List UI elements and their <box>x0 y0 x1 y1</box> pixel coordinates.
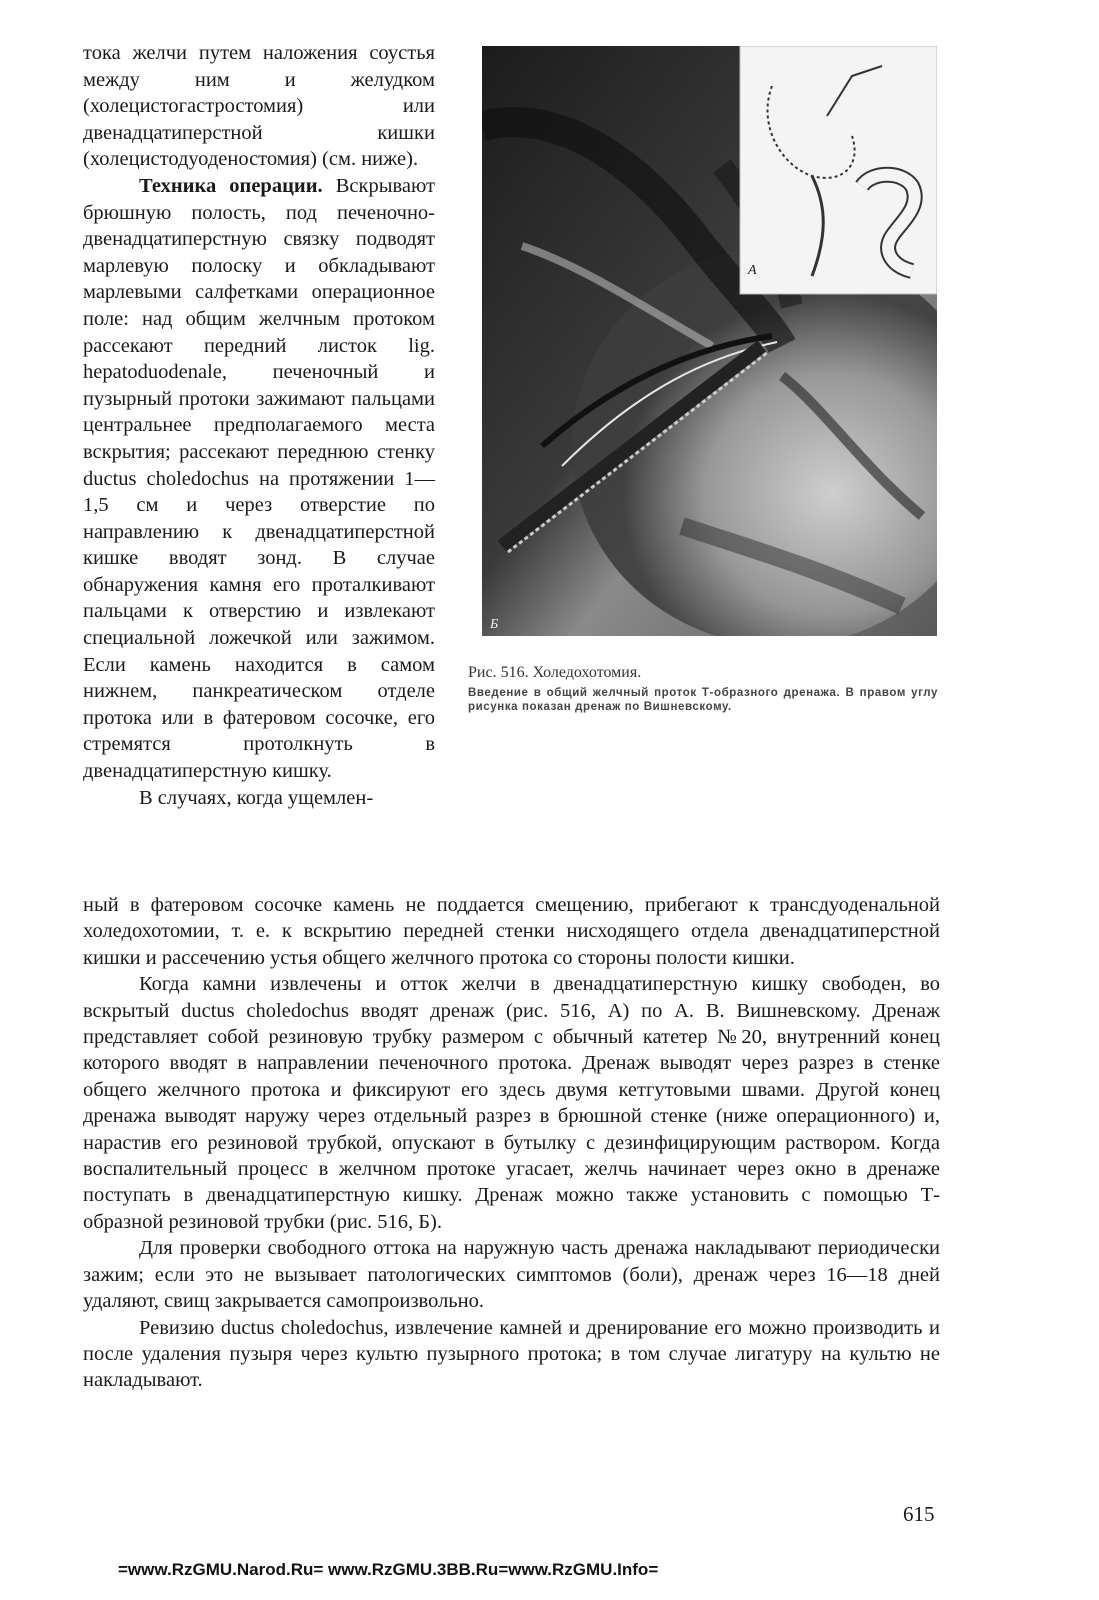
figure-caption <box>468 664 938 714</box>
paragraph: ный в фатеровом сосочке камень не поддается смещению, прибегают к трансдуоденальной холедохотомии, т. е. к вскрытию передней стенки нисходящего отдела двенадцатиперстной кишки и рассечению устья общего желчного протока со стороны полости кишки. <box>83 894 940 969</box>
full-width-text <box>83 892 940 1394</box>
caption-title: Рис. 516. Холедохотомия. <box>468 664 642 681</box>
paragraph-technique <box>83 173 435 785</box>
paragraph: Для проверки свободного оттока на наружную часть дренажа накладывают периодически зажим; если это не вызывает патологических симптомов (боли), дренаж через 16—18 дней удаляют, свищ закрывается самопроизвольно. <box>83 1237 940 1313</box>
paragraph: Ревизию ductus choledochus, извлечение камней и дренирование его можно производить и после удаления пузыря через культю пузырного протока; в том случае лигатуру на культю не накладывают. <box>83 1316 940 1392</box>
figure-label-a: А <box>748 263 757 278</box>
paragraph-body: Вскрывают брюшную полость, под печеночно-двенадцатиперстную связку подводят марлевую полоску и обкладывают марлевыми салфетками операционное поле: над общим желчным протоком рассекают передний листок lig. hepatoduodenale, печеночный и пузырный протоки зажимают пальцами центральнее предполагаемого места вскрытия; рассекают переднюю стенку ductus choledochus на протяжении 1—1,5 см и через отверстие по направлению к двенадцатиперстной кишке вводят зонд. В случае обнаружения камня его проталкивают пальцами к отверстию и извлекают специальной ложечкой или зажимом. Если камень находится в самом нижнем, панкреатическом отделе протока или в фатеровом сосочке, его стремятся протолкнуть в двенадцатиперстную кишку. <box>83 174 435 783</box>
paragraph: Когда камни извлечены и отток желчи в двенадцатиперстную кишку свободен, во вскрытый ductus choledochus вводят дренаж (рис. 516, А) по А. В. Вишневскому. Дренаж представляет собой резиновую трубку размером с обычный катетер №20, внутренний конец которого вводят в направлении печеночного протока. Дренаж выводят через разрез в стенке общего желчного протока и фиксируют его здесь двумя кетгутовыми швами. Другой конец дренажа выводят наружу через отдельный разрез в брюшной стенке (ниже операционного) и, нарастив его резиновой трубкой, опускают в бутылку с дезинфицирующим раствором. Когда воспалительный процесс в желчном протоке угасает, желчь начинает через окно в дренаже поступать в двенадцатиперстную кишку. Дренаж можно также установить с помощью Т-образной резиновой трубки (рис. 516, Б). <box>83 973 940 1233</box>
page-number: 615 <box>903 1502 935 1526</box>
section-heading: Техника операции. <box>139 174 323 197</box>
paragraph: тока желчи путем наложения соустья между ним и желудком (холецистогастростомия) или двенадцатиперстной кишки (холецистодуоденостомия) (см. ниже). <box>83 42 435 171</box>
illustration-drawing <box>482 46 937 636</box>
surgical-illustration <box>482 46 937 636</box>
caption-text: Введение в общий желчный проток Т-образного дренажа. В правом углу рисунка показан дренаж по Вишневскому. <box>468 687 938 713</box>
figure-label-b: Б <box>490 617 499 632</box>
paragraph-start: В случаях, когда ущемлен- <box>139 786 374 809</box>
left-column-text <box>83 40 435 811</box>
footer-watermark: =www.RzGMU.Narod.Ru= www.RzGMU.3BB.Ru=www.RzGMU.Info= <box>118 1560 659 1579</box>
